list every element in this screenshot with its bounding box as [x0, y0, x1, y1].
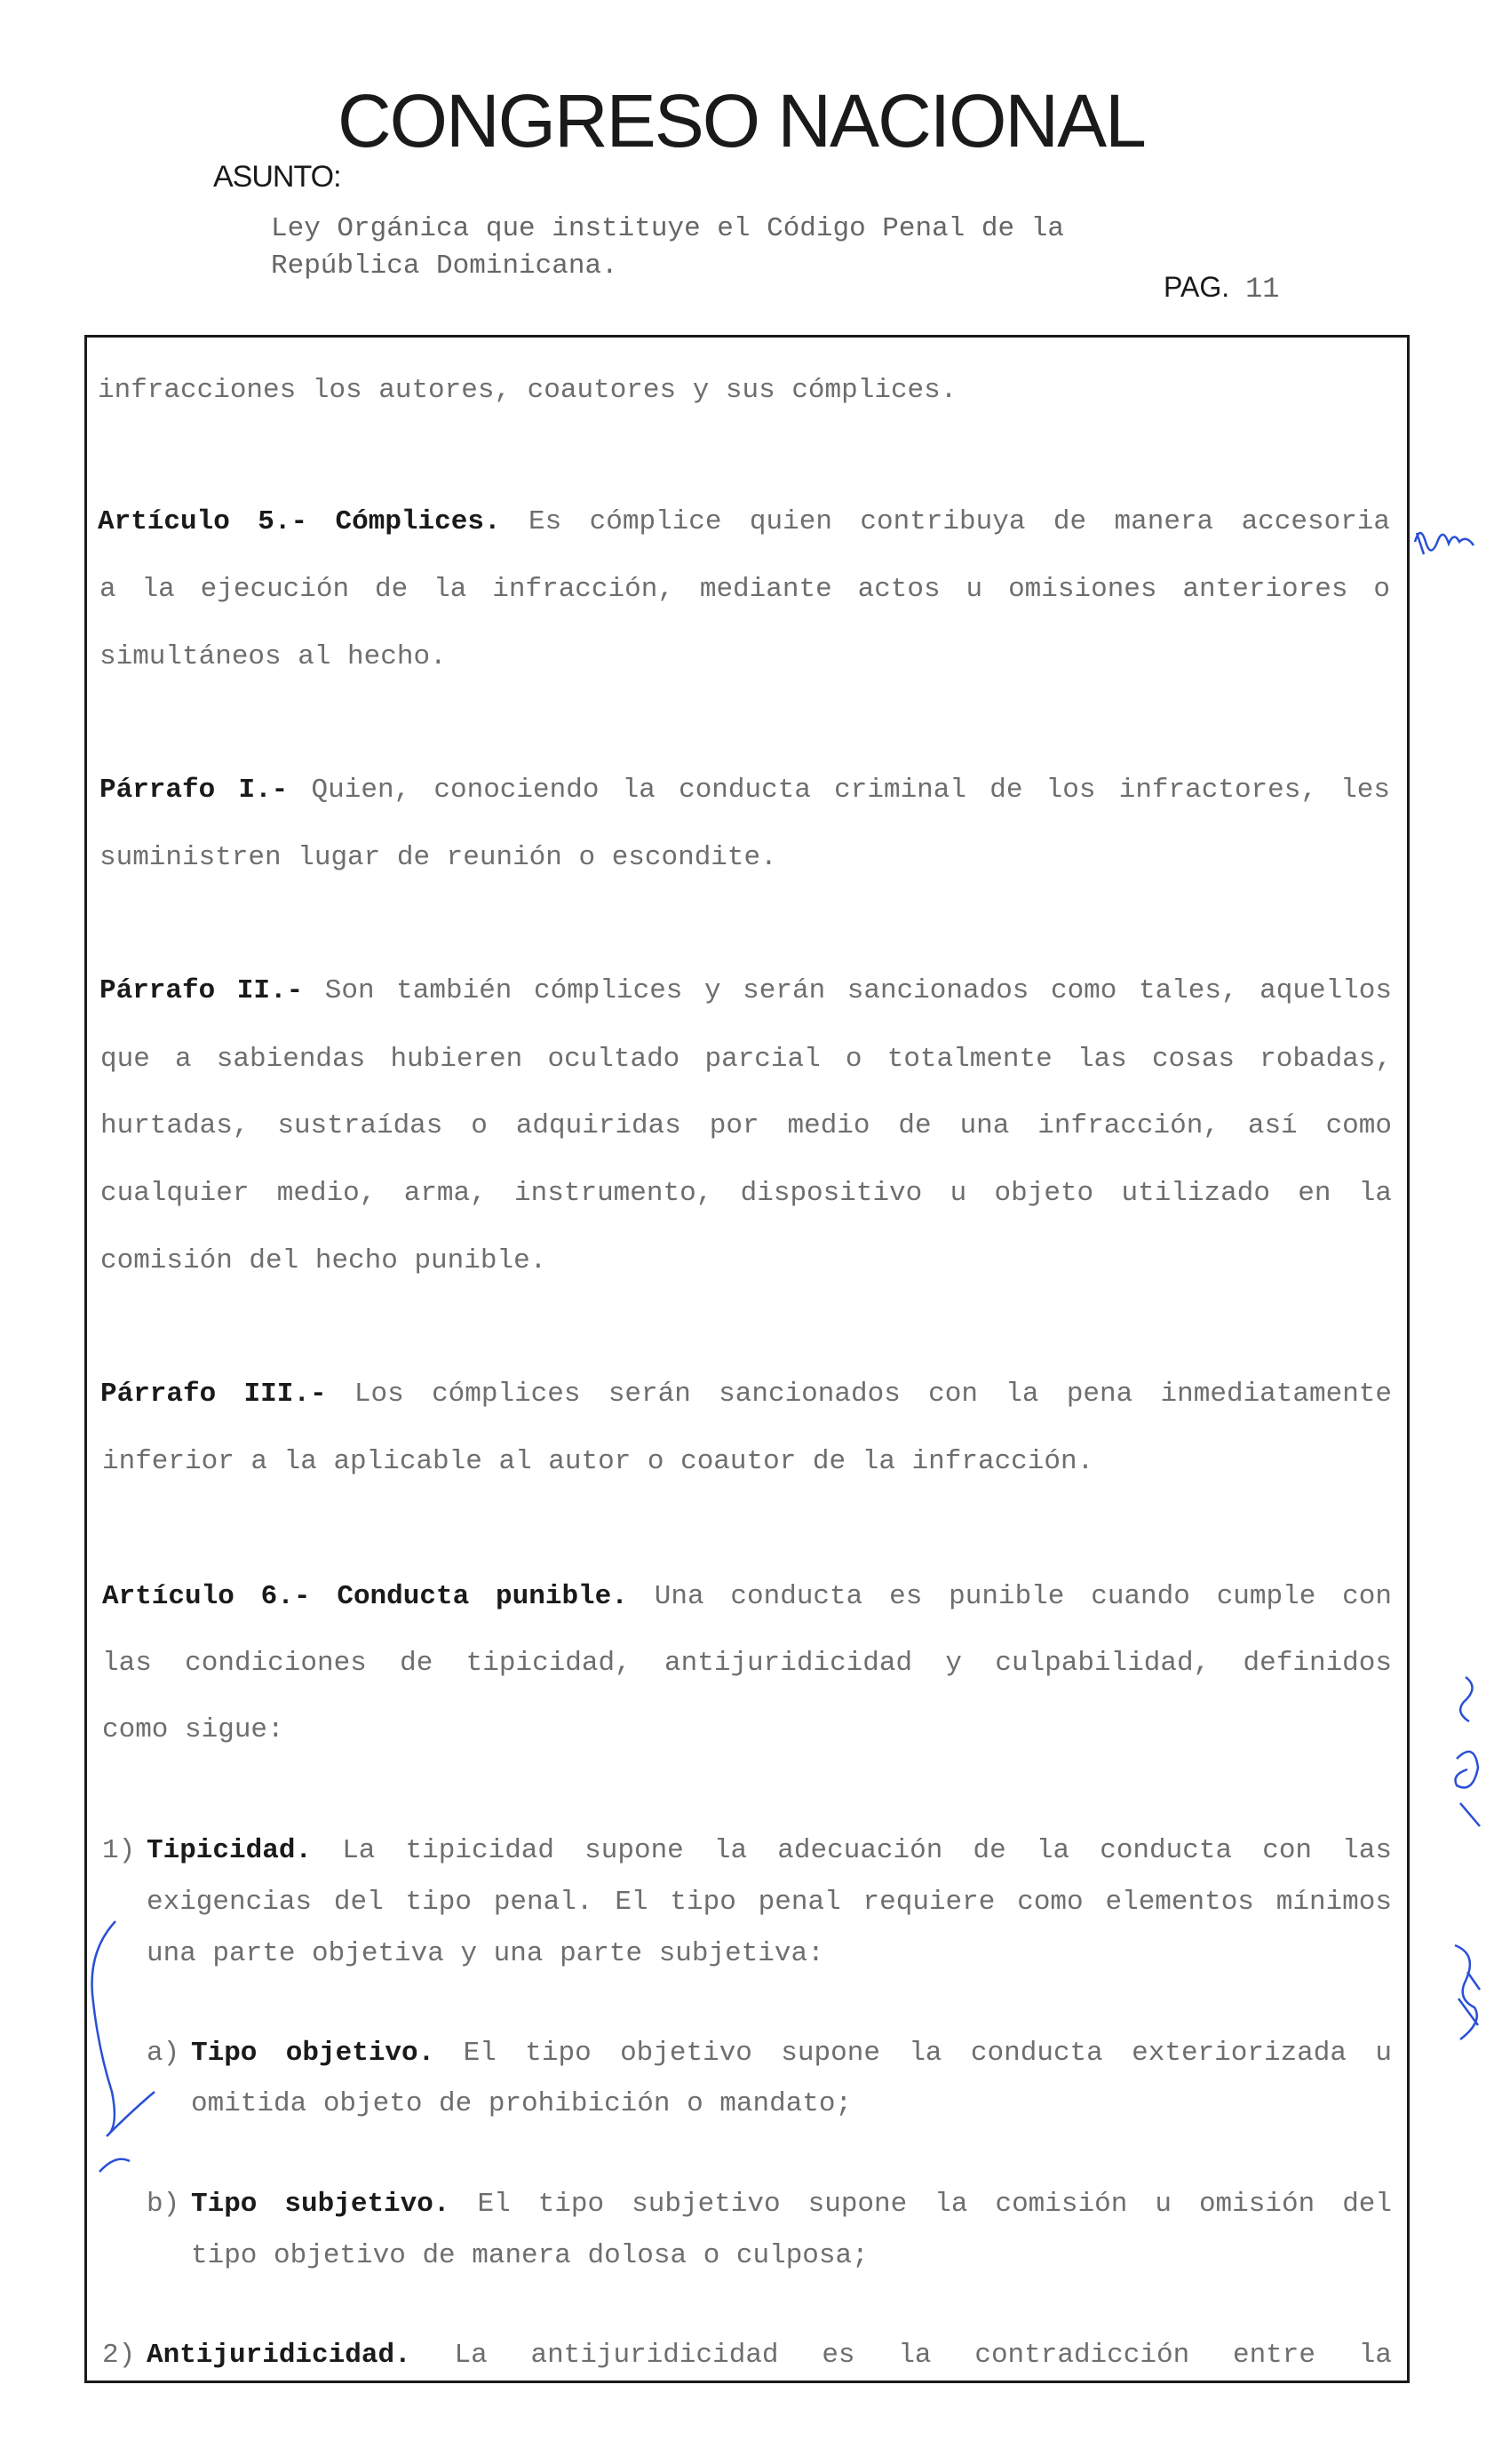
article-6-line — [102, 1581, 1392, 1613]
text-line: una parte objetiva y una parte subjetiva: — [147, 1938, 824, 1969]
text-line: infracciones los autores, coautores y sus cómplices. — [98, 375, 958, 406]
item-a-letter: a) — [147, 2038, 180, 2069]
text-line: comisión del hecho punible. — [100, 1245, 547, 1276]
item-b-text: El tipo subjetivo supone la comisión u omisión del — [477, 2189, 1393, 2220]
text-line: hurtadas, sustraídas o adquiridas por medio de una infracción, así como — [100, 1110, 1392, 1141]
item-a-heading: Tipo objetivo. — [191, 2038, 435, 2069]
item-b-heading: Tipo subjetivo. — [191, 2189, 450, 2220]
item-b-letter: b) — [147, 2189, 180, 2220]
item-1-heading: Tipicidad. — [147, 1835, 313, 1866]
paragraph-3-heading: Párrafo III.- — [100, 1379, 327, 1410]
paragraph-2-heading: Párrafo II.- — [99, 975, 304, 1006]
item-1-number: 1) — [102, 1835, 136, 1866]
item-a-text: El tipo objetivo supone la conducta exteriorizada u — [463, 2038, 1392, 2069]
congress-title: CONGRESO NACIONAL — [338, 79, 1145, 163]
text-line: tipo objetivo de manera dolosa o culposa; — [191, 2240, 869, 2271]
text-line: simultáneos al hecho. — [99, 641, 447, 672]
margin-bracket-mark — [80, 1914, 160, 2181]
item-1-line — [147, 1835, 1392, 1867]
article-5-line — [98, 506, 1390, 538]
item-2-heading: Antijuridicidad. — [147, 2340, 411, 2371]
asunto-label: ASUNTO: — [213, 160, 341, 194]
page-indicator — [1164, 271, 1280, 306]
paragraph-3-text: Los cómplices serán sancionados con la pena inmediatamente — [354, 1379, 1393, 1410]
paragraph-1-heading: Párrafo I.- — [99, 775, 289, 806]
article-6-heading: Artículo 6.- Conducta punible. — [102, 1581, 628, 1612]
page-label: PAG. — [1164, 271, 1230, 303]
text-line: como sigue: — [102, 1714, 284, 1745]
text-line: que a sabiendas hubieren ocultado parcial o totalmente las cosas robadas, — [100, 1044, 1392, 1075]
paragraph-2-line — [99, 975, 1392, 1007]
page-number: 11 — [1245, 273, 1280, 306]
article-6-text: Una conducta es punible cuando cumple con — [654, 1581, 1392, 1612]
item-2-line — [147, 2340, 1392, 2372]
margin-initials-mark — [1408, 515, 1479, 568]
text-line: exigencias del tipo penal. El tipo penal requiere como elementos mínimos — [147, 1887, 1392, 1918]
item-1-text: La tipicidad supone la adecuación de la conducta con las — [342, 1835, 1392, 1866]
article-5-text: Es cómplice quien contribuya de manera accesoria — [528, 506, 1391, 537]
text-line: cualquier medio, arma, instrumento, dispositivo u objeto utilizado en la — [100, 1178, 1392, 1209]
subject-line-1: Ley Orgánica que instituye el Código Penal de la — [271, 213, 1064, 244]
paragraph-1-line — [99, 775, 1390, 807]
text-line: las condiciones de tipicidad, antijuridicidad y culpabilidad, definidos — [102, 1648, 1392, 1679]
item-a-line — [191, 2038, 1392, 2070]
text-line: a la ejecución de la infracción, mediante actos u omisiones anteriores o — [99, 574, 1390, 605]
subject-line-2: República Dominicana. — [271, 250, 618, 282]
item-2-number: 2) — [102, 2340, 136, 2371]
text-line: omitida objeto de prohibición o mandato; — [191, 2088, 853, 2119]
margin-signature-mark — [1448, 1936, 1486, 2052]
margin-signature-mark — [1448, 1670, 1486, 1848]
item-2-text: La antijuridicidad es la contradicción entre la — [454, 2340, 1393, 2371]
text-line: suministren lugar de reunión o escondite. — [99, 842, 777, 873]
paragraph-3-line — [100, 1379, 1392, 1411]
article-5-heading: Artículo 5.- Cómplices. — [98, 506, 501, 537]
text-line: inferior a la aplicable al autor o coautor de la infracción. — [102, 1446, 1094, 1477]
item-b-line — [191, 2189, 1392, 2221]
paragraph-2-text: Son también cómplices y serán sancionados como tales, aquellos — [324, 975, 1392, 1006]
paragraph-1-text: Quien, conociendo la conducta criminal de los infractores, les — [311, 775, 1391, 806]
